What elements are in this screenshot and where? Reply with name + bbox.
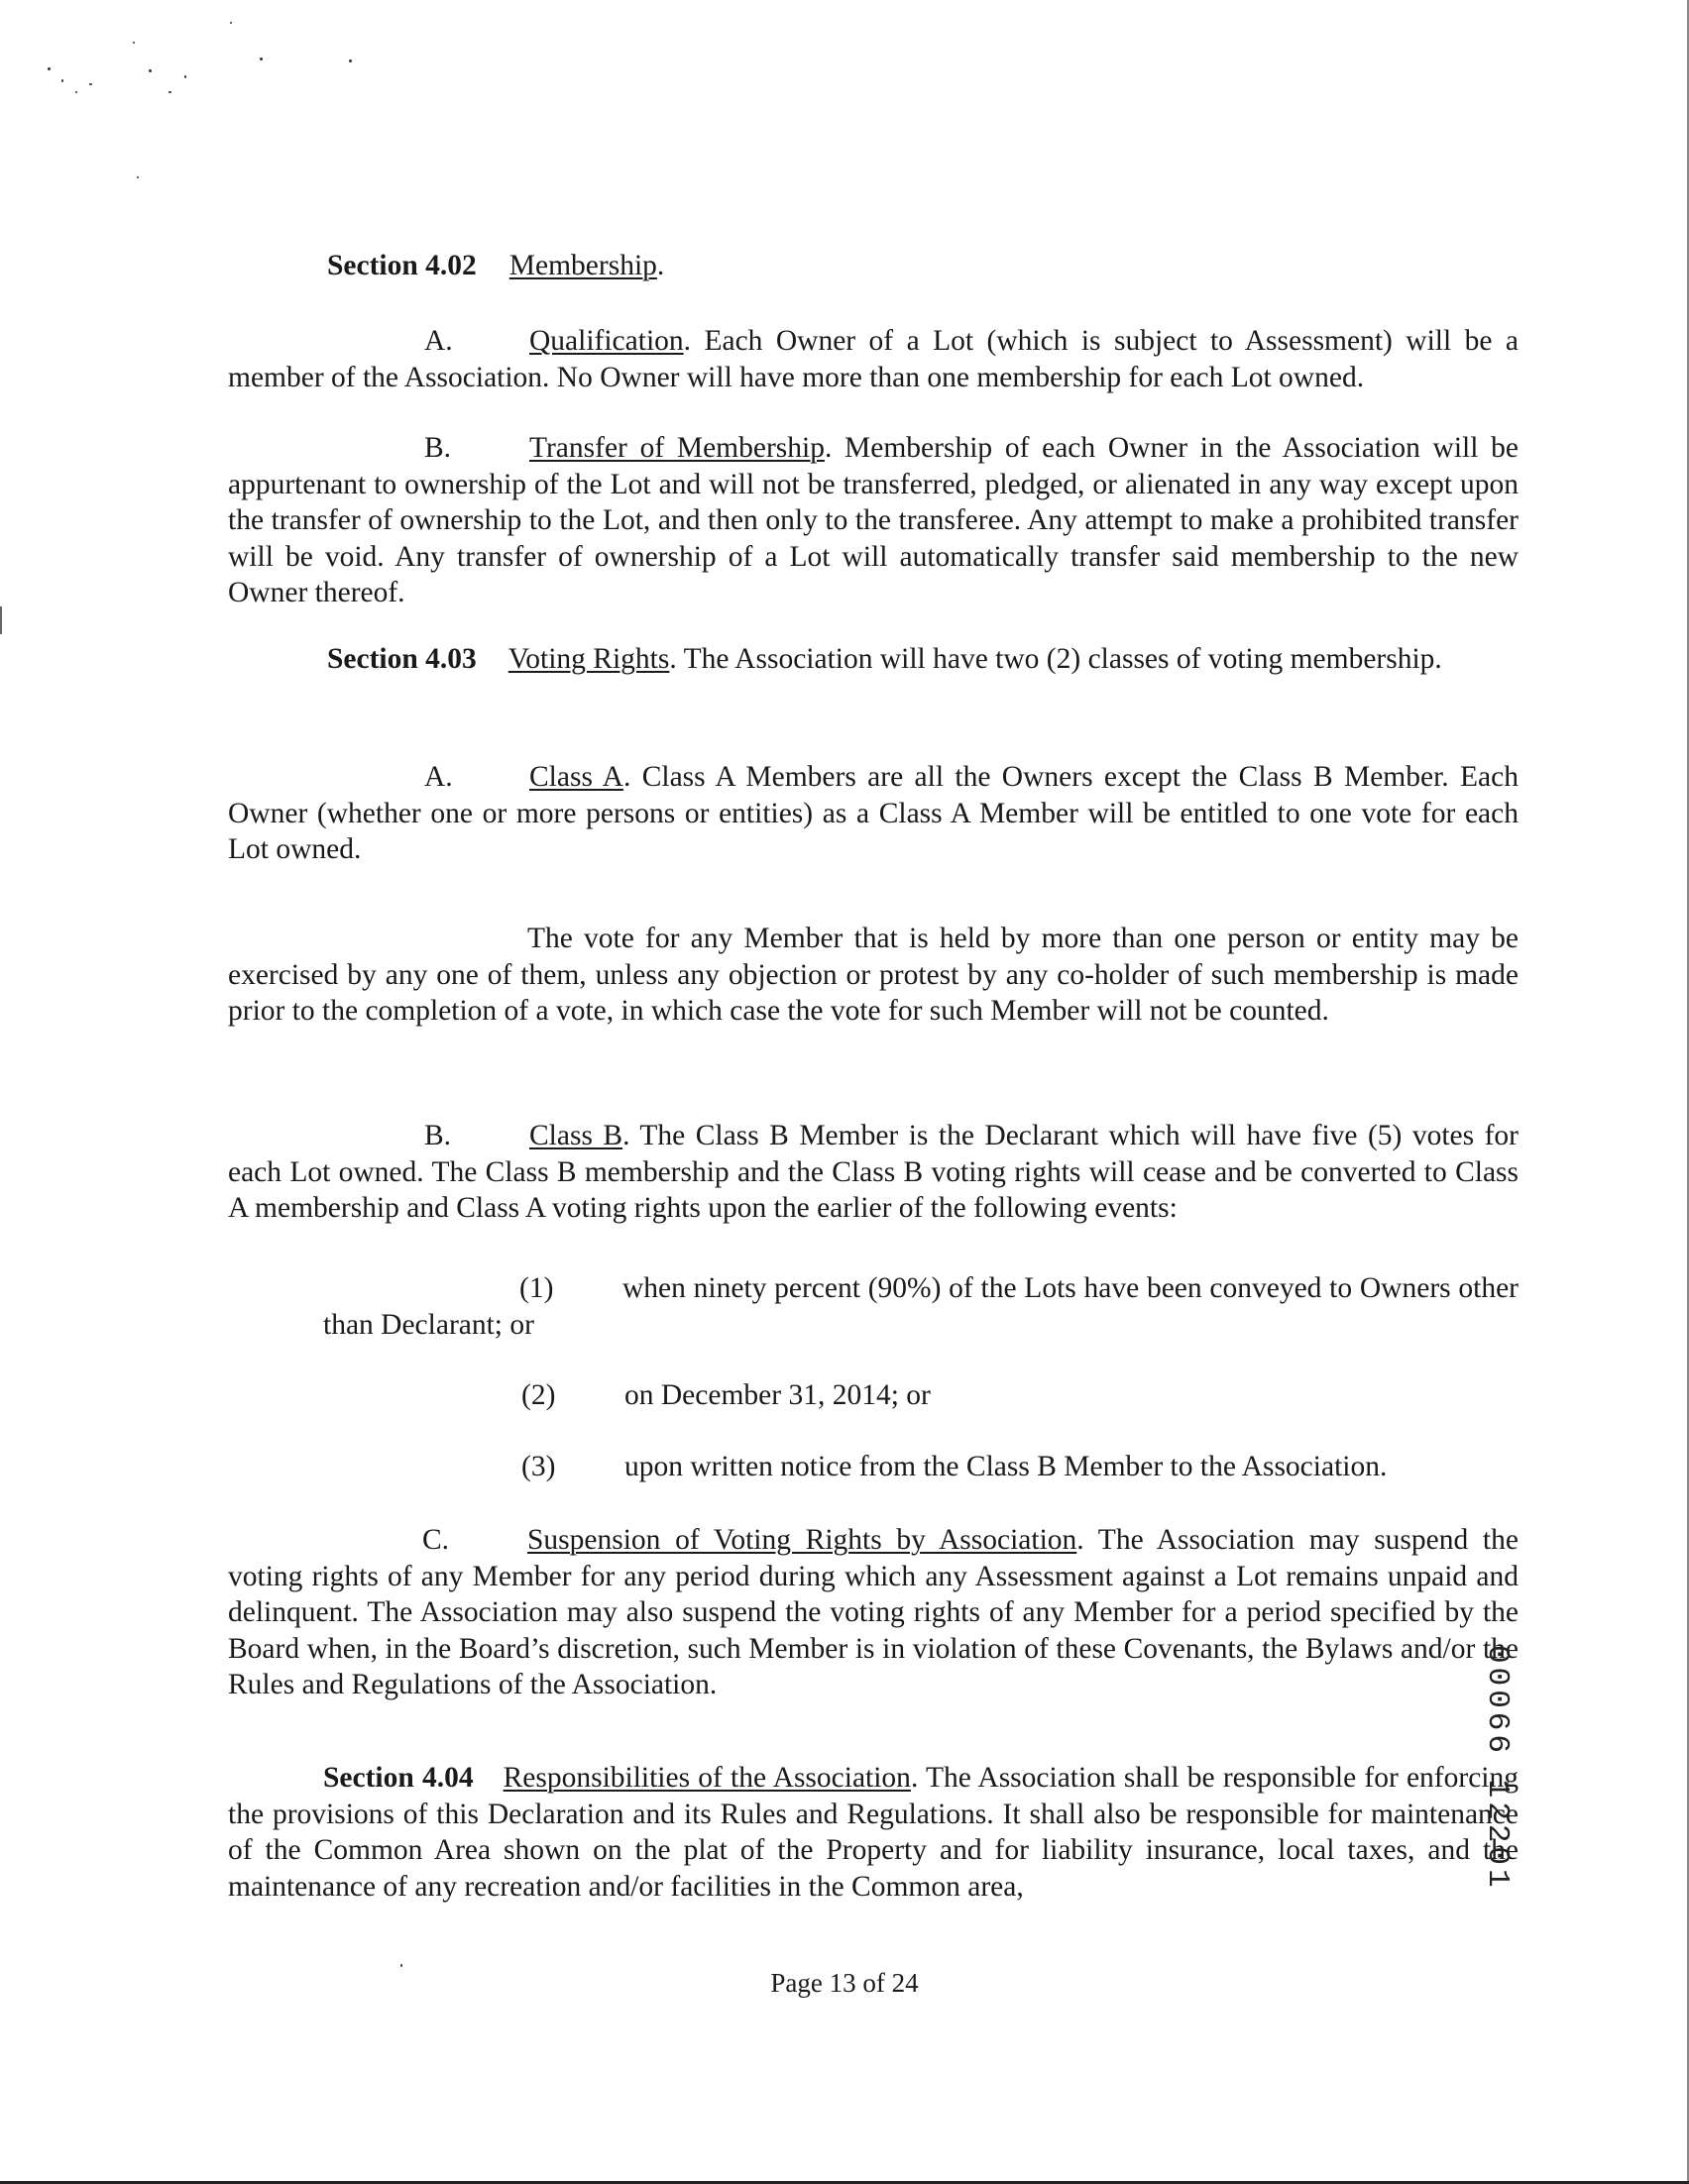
item-letter: A. bbox=[424, 325, 453, 357]
class-a-vote-paragraph bbox=[228, 921, 1519, 1030]
section-4-04-paragraph bbox=[228, 1760, 1519, 1905]
class-b-paragraph bbox=[228, 1118, 1519, 1227]
section-text: . The Association shall be responsible for enforcing the provisions of this Declaration and its Rules and Regulations. It shall also be responsible for maintenance of the Common Area shown on the plat of the Property and for liability insurance, local taxes, and the maintenance of any recreation and/or facilities in the Common area, bbox=[228, 1762, 1519, 1903]
scan-speck bbox=[89, 83, 92, 85]
event-marker: (1) bbox=[519, 1272, 554, 1304]
scan-speck bbox=[48, 67, 51, 70]
scan-speck bbox=[349, 59, 352, 62]
item-title: Suspension of Voting Rights by Association bbox=[527, 1524, 1077, 1556]
scan-speck bbox=[230, 22, 232, 24]
item-text: . The Class B Member is the Declarant which will have five (5) votes for each Lot owned. The Class B membership and the Class B voting rights will cease and be converted to Class A membership and Class A voting rights upon the earlier of the following events: bbox=[228, 1120, 1519, 1224]
section-intro: . The Association will have two (2) classes of voting membership. bbox=[669, 643, 1442, 675]
section-title: Membership bbox=[508, 250, 657, 281]
class-a-paragraph bbox=[228, 759, 1519, 868]
scan-edge-mark bbox=[0, 606, 2, 634]
suspension-paragraph bbox=[228, 1522, 1519, 1703]
section-number: Section 4.04 bbox=[323, 1762, 474, 1794]
qualification-paragraph bbox=[228, 323, 1519, 395]
event-text: when ninety percent (90%) of the Lots have been conveyed to Owners other than Declarant; or bbox=[323, 1272, 1519, 1341]
page-number: Page 13 of 24 bbox=[770, 1968, 919, 1998]
event-item-1 bbox=[323, 1270, 1519, 1343]
item-letter: C. bbox=[422, 1524, 450, 1556]
section-title: Responsibilities of the Association bbox=[503, 1762, 911, 1794]
section-number: Section 4.02 bbox=[327, 250, 477, 281]
scan-speck bbox=[184, 75, 186, 78]
item-letter: B. bbox=[424, 1120, 452, 1151]
section-4-03-paragraph bbox=[228, 641, 1519, 678]
section-4-02-heading: Section 4.02 Membership. bbox=[327, 250, 665, 281]
item-title: Transfer of Membership bbox=[529, 432, 825, 464]
item-text: . The Association may suspend the voting rights of any Member for any period during which any Assessment against a Lot remains unpaid and delinquent. The Association may also suspend the voting rights of any Member for a period specified by the Board when, in the Board’s discretion, such Member is in violation of these Covenants, the Bylaws and/or the Rules and Regulations of the Association. bbox=[228, 1524, 1519, 1700]
event-item-2 bbox=[521, 1377, 1519, 1414]
recording-stamp: 00066 12201 bbox=[1480, 1645, 1515, 1892]
scan-speck bbox=[400, 1964, 402, 1967]
item-letter: B. bbox=[424, 432, 452, 464]
scan-speck bbox=[133, 42, 135, 44]
item-text: . Membership of each Owner in the Association will be appurtenant to ownership of the Lot and will not be transferred, pledged, or alienated in any way except upon the transfer of ownership to the Lot, and then only to the transferee. Any attempt to make a prohibited transfer will be void. Any transfer of ownership of a Lot will automatically transfer said membership to the new Owner thereof. bbox=[228, 432, 1519, 608]
scan-speck bbox=[169, 91, 171, 93]
item-text: . Each Owner of a Lot (which is subject to Assessment) will be a member of the Association. No Owner will have more than one membership for each Lot owned. bbox=[228, 325, 1519, 393]
event-marker: (3) bbox=[521, 1451, 556, 1482]
event-text: upon written notice from the Class B Member to the Association. bbox=[624, 1451, 1388, 1482]
scan-speck bbox=[260, 57, 263, 60]
paragraph-text: The vote for any Member that is held by more than one person or entity may be exercised by any one of them, unless any objection or protest by any co-holder of such membership is made prior to the completion of a vote, in which case the vote for such Member will not be counted. bbox=[228, 923, 1519, 1027]
event-item-3 bbox=[521, 1449, 1519, 1485]
scan-speck bbox=[75, 91, 77, 93]
scan-speck bbox=[149, 69, 152, 72]
transfer-paragraph bbox=[228, 430, 1519, 611]
section-title: Voting Rights bbox=[507, 643, 670, 675]
event-text: on December 31, 2014; or bbox=[624, 1379, 931, 1411]
scan-speck bbox=[137, 176, 139, 178]
item-title: Class A bbox=[529, 761, 623, 793]
event-marker: (2) bbox=[521, 1379, 556, 1411]
section-number: Section 4.03 bbox=[327, 643, 477, 675]
item-letter: A. bbox=[424, 761, 453, 793]
item-title: Qualification bbox=[529, 325, 684, 357]
item-title: Class B bbox=[529, 1120, 623, 1151]
item-text: . Class A Members are all the Owners except the Class B Member. Each Owner (whether one or more persons or entities) as a Class A Member will be entitled to one vote for each Lot owned. bbox=[228, 761, 1519, 865]
scan-speck bbox=[61, 79, 63, 82]
